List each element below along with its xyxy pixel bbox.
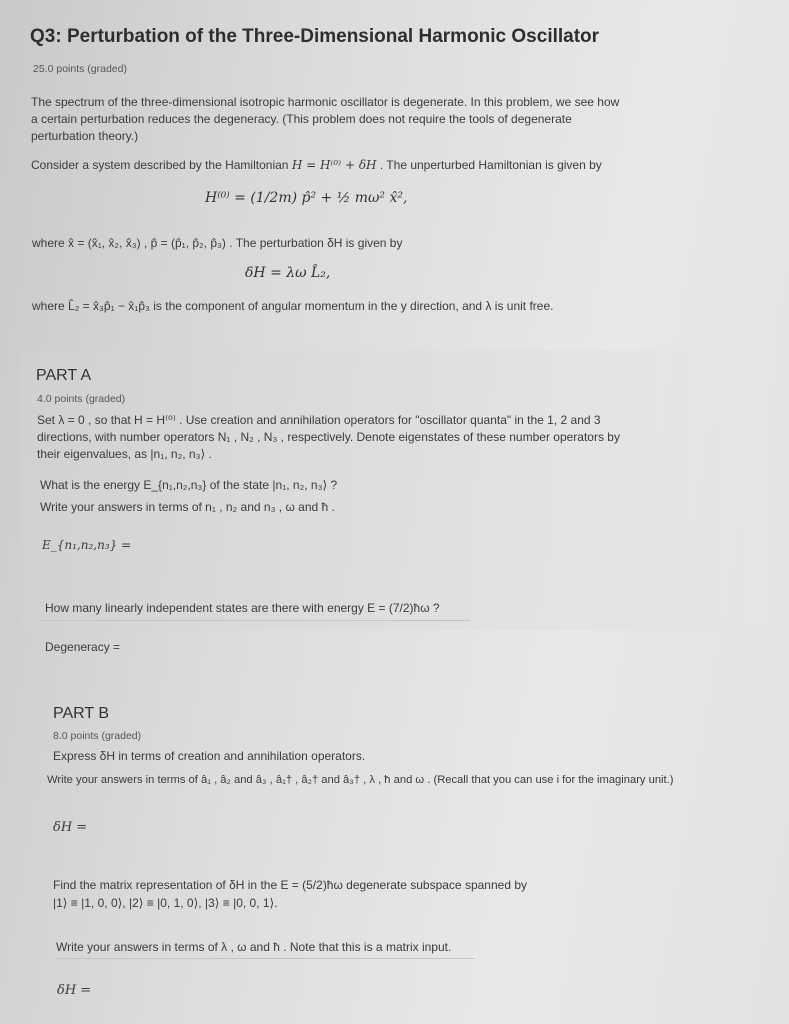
degeneracy-answer-input[interactable] bbox=[130, 654, 450, 655]
problem-title: Q3: Perturbation of the Three-Dimensional Harmonic Oscillator bbox=[30, 26, 600, 47]
energy-answer-input[interactable] bbox=[120, 553, 460, 554]
intro-line-1: The spectrum of the three-dimensional isotropic harmonic oscillator is degenerate. In this problem, we see how bbox=[31, 95, 620, 109]
part-b-line-1: Express δH in terms of creation and annihilation operators. bbox=[53, 749, 366, 763]
part-a-points: 4.0 points (graded) bbox=[37, 393, 126, 405]
where-line: where x̂ = (x̂₁, x̂₂, x̂₃) , p̂ = (p̂₁, p̂₂, p̂₃) . The perturbation δH is given by bbox=[32, 236, 403, 250]
h0-equation: H⁽⁰⁾ = (1/2m) p̂² + ½ mω² x̂², bbox=[205, 190, 408, 206]
part-a-line-1: Set λ = 0 , so that H = H⁽⁰⁾ . Use creation and annihilation operators for "oscillator quanta" in the 1, 2 and 3 bbox=[37, 413, 601, 427]
energy-answer-label: E_{n₁,n₂,n₃} = bbox=[42, 538, 132, 552]
intro-line-3: perturbation theory.) bbox=[31, 129, 139, 143]
dh-equation: δH = λω L̂₂, bbox=[245, 265, 331, 281]
part-a-question-energy: What is the energy E_{n₁,n₂,n₃} of the state |n₁, n₂, n₃⟩ ? bbox=[40, 478, 338, 492]
part-b-points: 8.0 points (graded) bbox=[53, 730, 142, 742]
part-b-matrix-question-2: |1⟩ ≡ |1, 0, 0⟩, |2⟩ ≡ |0, 1, 0⟩, |3⟩ ≡ |0, 0, 1⟩. bbox=[53, 896, 278, 910]
part-a-line-2: directions, with number operators N₁ , N₂ , N₃ , respectively. Denote eigenstates of these number operators by bbox=[37, 430, 620, 444]
hamiltonian-expr: H = H⁽⁰⁾ + δH bbox=[291, 158, 377, 172]
part-a-question-degeneracy: How many linearly independent states are there with energy E = (7/2)ħω ? bbox=[45, 601, 440, 615]
hamiltonian-tail: . The unperturbed Hamiltonian is given by bbox=[379, 158, 602, 172]
degeneracy-answer-label: Degeneracy = bbox=[45, 640, 121, 654]
matrix-answer-label: δH = bbox=[57, 983, 92, 998]
part-a-divider bbox=[40, 620, 470, 621]
part-b-divider bbox=[55, 958, 475, 959]
part-b-matrix-hint: Write your answers in terms of λ , ω and ħ . Note that this is a matrix input. bbox=[56, 940, 452, 954]
part-a-line-3: their eigenvalues, as |n₁, n₂, n₃⟩ . bbox=[37, 447, 212, 461]
dh-answer-input[interactable] bbox=[100, 834, 410, 835]
part-b-line-2: Write your answers in terms of â₁ , â₂ and â₃ , â₁† , â₂† and â₃† , λ , ħ and ω . (Recall that you can use i for the imaginary unit.) bbox=[47, 774, 674, 786]
intro-line-2: a certain perturbation reduces the degeneracy. (This problem does not require the tools of degenerate bbox=[31, 112, 572, 126]
part-a-hint-energy: Write your answers in terms of n₁ , n₂ and n₃ , ω and ħ . bbox=[40, 500, 335, 514]
problem-points: 25.0 points (graded) bbox=[33, 63, 127, 75]
hamiltonian-sentence-text: Consider a system described by the Hamiltonian bbox=[31, 158, 289, 172]
part-a-heading: PART A bbox=[36, 367, 92, 384]
dh-answer-label: δH = bbox=[53, 820, 88, 835]
matrix-answer-input[interactable] bbox=[100, 997, 400, 998]
part-b-matrix-question-1: Find the matrix representation of δH in the E = (5/2)ħω degenerate subspace spanned by bbox=[53, 878, 527, 892]
l2-line: where L̂₂ = x̂₃p̂₁ − x̂₁p̂₃ is the component of angular momentum in the y direction, and λ is unit free. bbox=[32, 299, 554, 313]
part-b-heading: PART B bbox=[53, 705, 110, 722]
hamiltonian-sentence bbox=[31, 157, 602, 174]
